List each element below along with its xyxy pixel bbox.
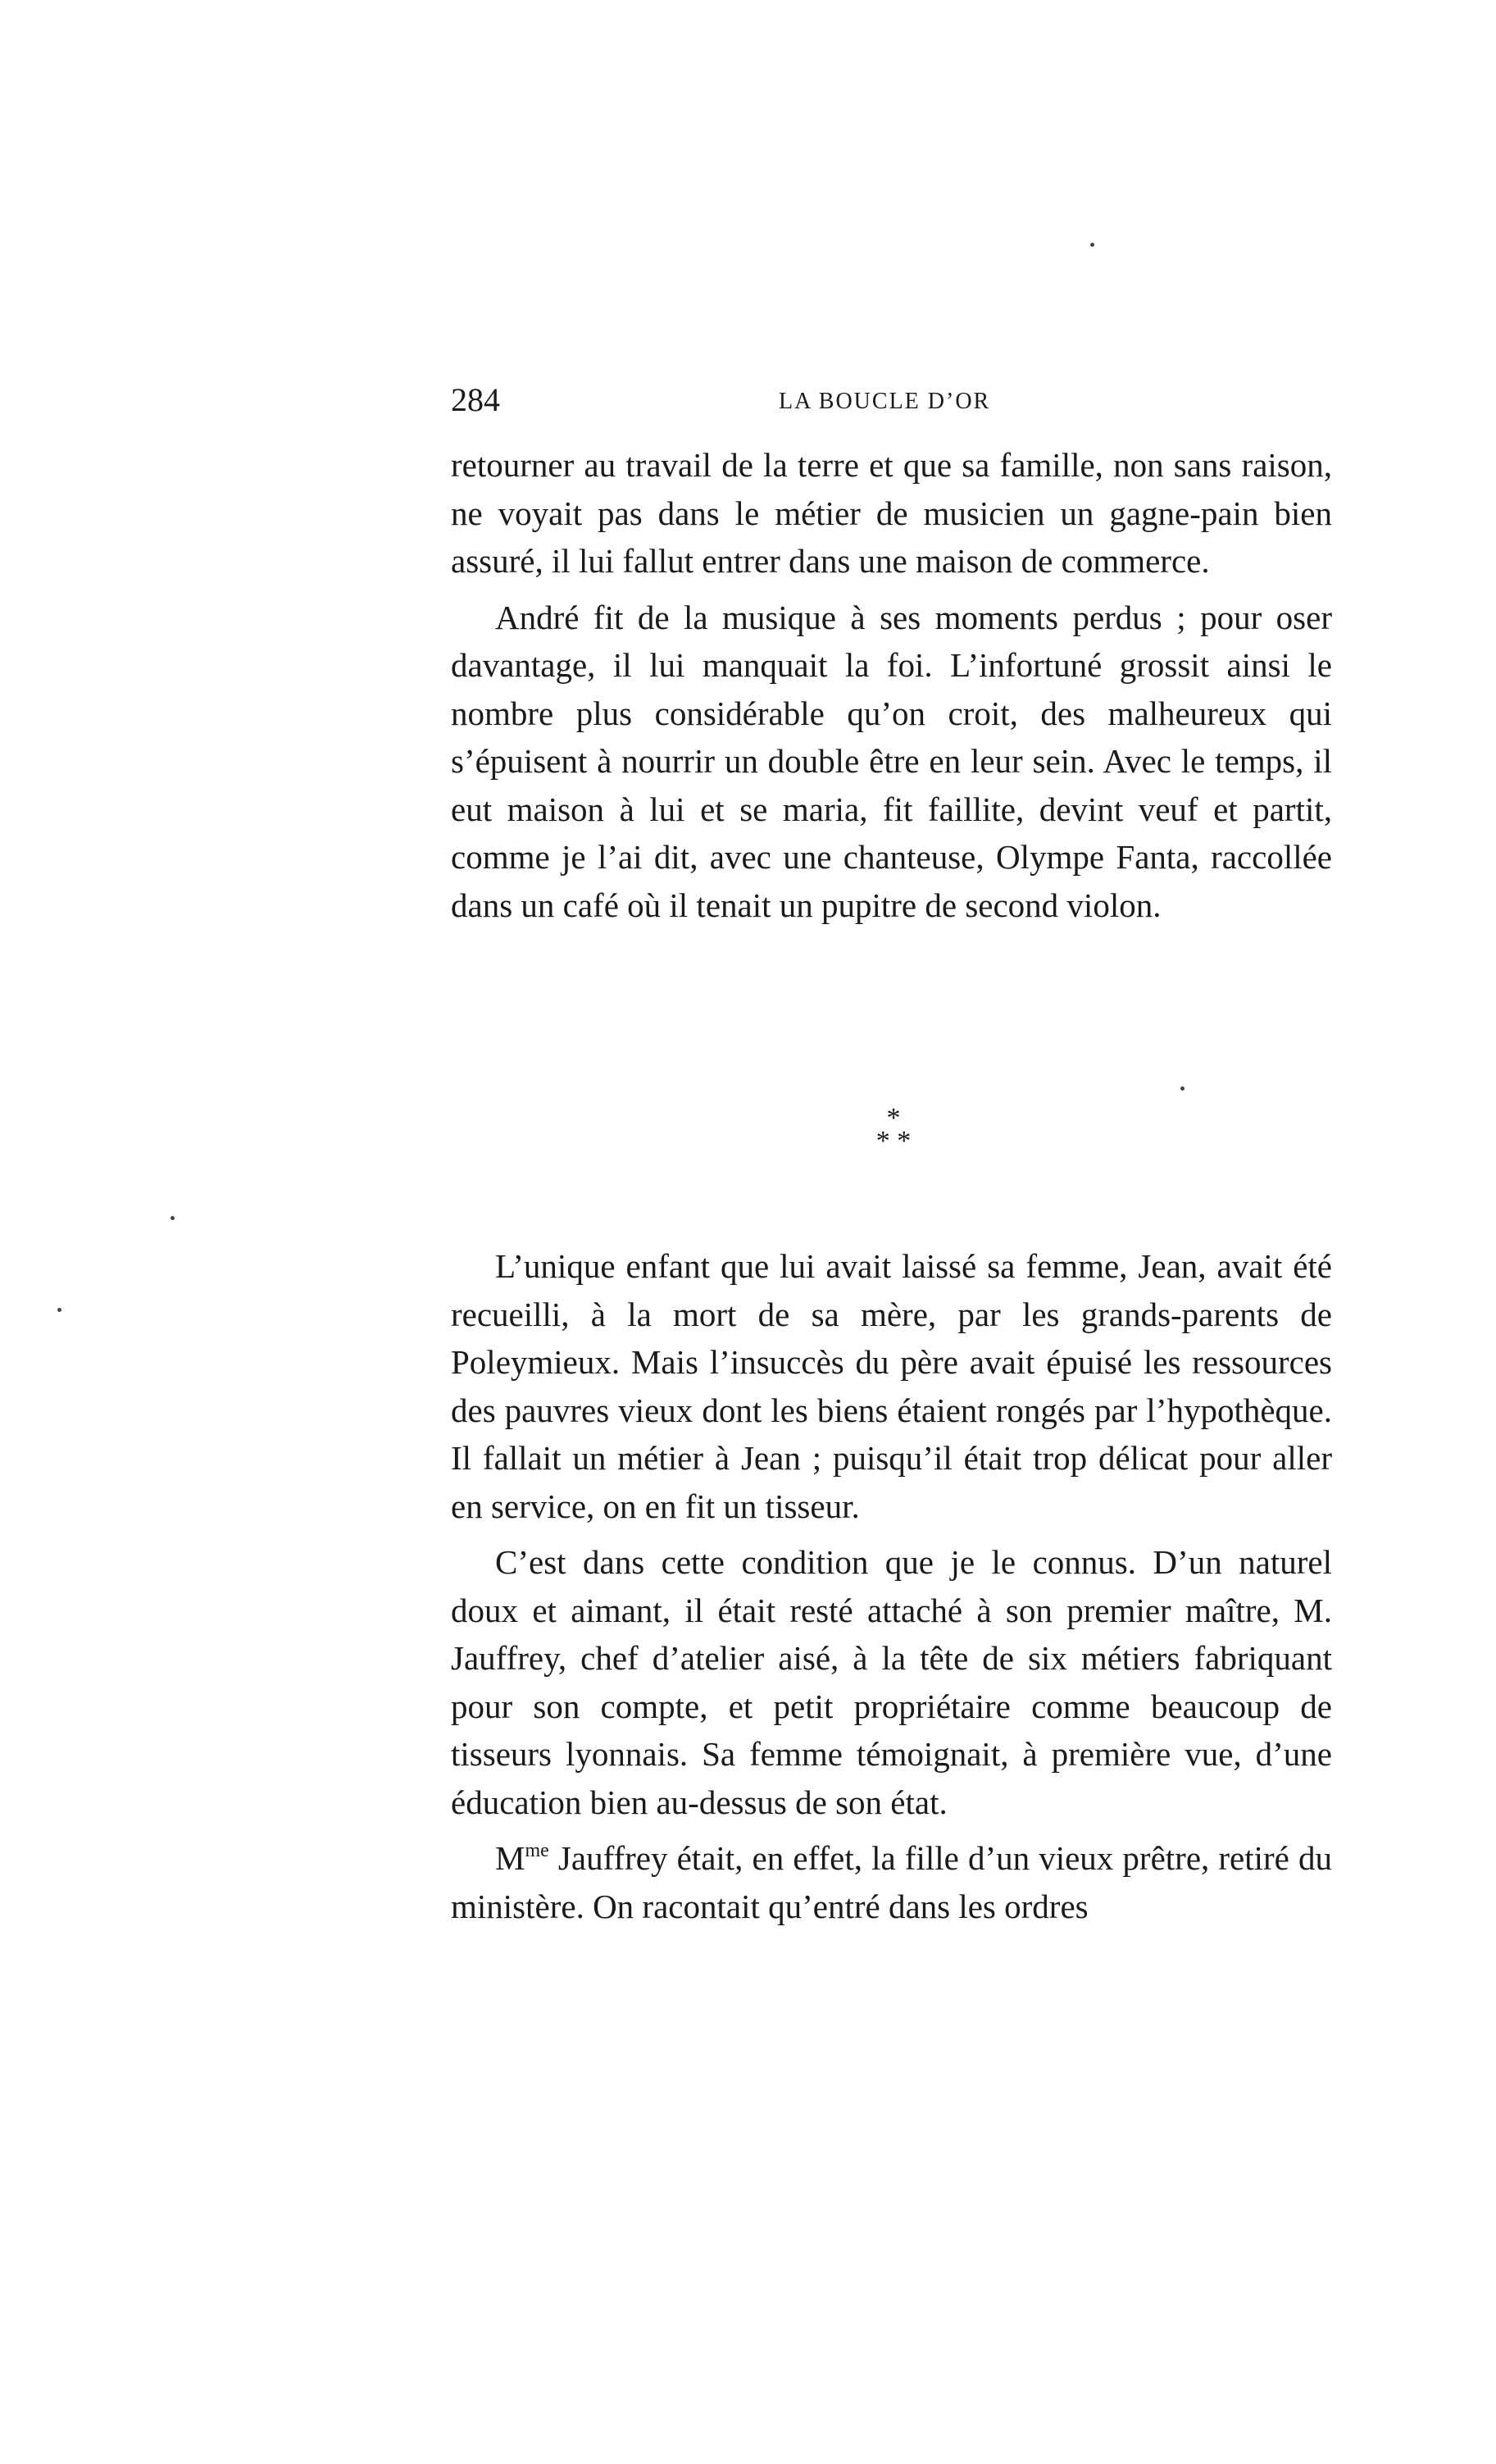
page-number: 284 [451, 381, 500, 418]
section-break-asterism [820, 1103, 967, 1156]
text-section-2 [451, 1242, 1332, 1938]
scan-speck [57, 1308, 61, 1312]
paragraph: retourner au travail de la terre et que sa famille, non sans raison, ne voyait pas dans le métier de musicien un gagne-pain bien assuré, il lui fallut entrer dans une maison de commerce. [451, 446, 1332, 580]
paragraph: C’est dans cette condition que je le connus. D’un naturel doux et aimant, il était resté attaché à son premier maître, M. Jauffrey, chef d’atelier aisé, à la tête de six métiers fabriquant pour son compte, et petit propriétaire comme beaucoup de tisseurs lyonnais. Sa femme témoignait, à première vue, d’une éducation bien au-dessus de son état. [451, 1543, 1332, 1821]
asterism-top: * [886, 1103, 901, 1133]
abbreviation-main: M [495, 1839, 525, 1877]
text-section-1 [451, 441, 1332, 937]
abbreviation-superscript: me [525, 1840, 549, 1861]
paragraph [451, 1834, 1332, 1930]
scan-speck [171, 1216, 175, 1220]
asterism-bottom: * * [875, 1126, 912, 1156]
scan-speck [1180, 1086, 1185, 1091]
running-head [451, 376, 1332, 425]
scan-speck [1090, 243, 1094, 247]
paragraph: L’unique enfant que lui avait laissé sa femme, Jean, avait été recueilli, à la mort de sa mère, par les grands-parents de Poleymieux. Mais l’insuccès du père avait épuisé les ressources des pauvres vieux dont les biens étaient rongés par l’hypothèque. Il fallait un métier à Jean ; puisqu’il était trop délicat pour aller en service, on en fit un tisseur. [451, 1247, 1332, 1525]
paragraph: André fit de la musique à ses moments perdus ; pour oser davantage, il lui manquait la foi. L’infortuné grossit ainsi le nombre plus considérable qu’on croit, des malheureux qui s’épuisent à nourrir un double être en leur sein. Avec le temps, il eut maison à lui et se maria, fit faillite, devint veuf et partit, comme je l’ai dit, avec une chanteuse, Olympe Fanta, raccollée dans un café où il tenait un pupitre de second violon. [451, 598, 1332, 924]
running-title: LA BOUCLE D’OR [779, 389, 991, 414]
paragraph-text: Jauffrey était, en effet, la fille d’un vieux prêtre, retiré du ministère. On racontait qu’entré dans les ordres [451, 1839, 1332, 1925]
